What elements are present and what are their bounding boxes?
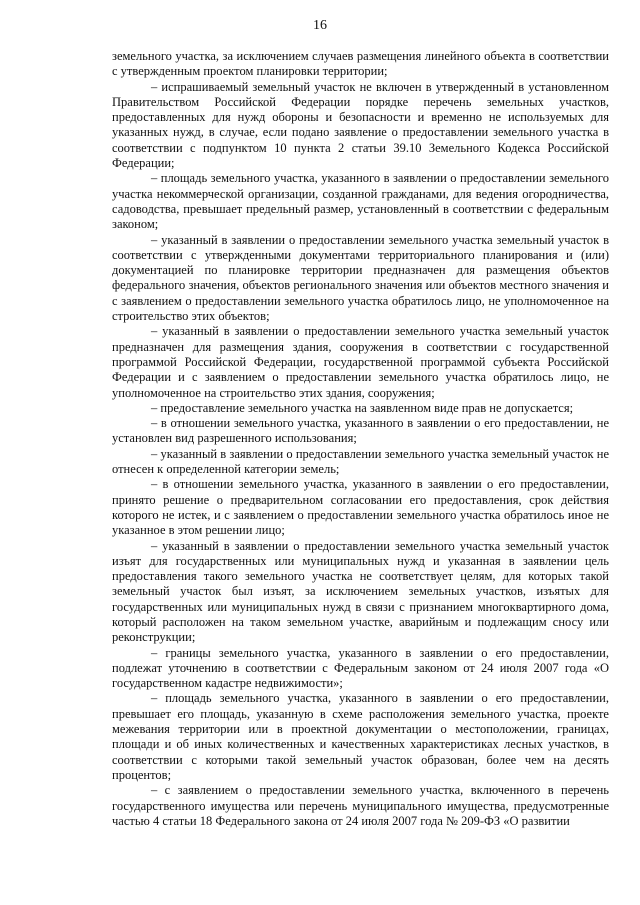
paragraph-rights-type: – предоставление земельного участка на заявленном виде прав не допускается; [151,400,574,415]
paragraph-state-program: – указанный в заявлении о предоставлении земельного участка земельный участок предназначен для размещения здания, сооружения в соответствии с государственной программой Российской Федерации, государственной программой субъекта Российской Федерации и с заявлением о предоставлении земельного участка обратилось лицо, не уполномоченное на строительство этих здания, сооружения; [112,324,609,400]
paragraph-excluded-parcel-list: – испрашиваемый земельный участок не включен в утвержденный в установленном Правительством Российской Федерации порядке перечень земельных участков, предоставленных для нужд обороны и безопасности и временно не используемых для указанных нужд, в случае, если подано заявление о предоставлении земельного участка в соответствии с подпунктом 10 пункта 2 статьи 39.10 Земельного Кодекса Российской Федерации; [112,79,609,171]
paragraph-boundaries: – границы земельного участка, указанного в заявлении о его предоставлении, подлежат уточнению в соответствии с Федеральным законом от 24 июля 2007 года «О государственном кадастре недвижимости»; [112,645,609,691]
page-number: 16 [313,18,327,33]
paragraph-permitted-use: – в отношении земельного участка, указанного в заявлении о его предоставлении, не установлен вид разрешенного использования; [112,416,609,446]
paragraph-property-list: – с заявлением о предоставлении земельного участка, включенного в перечень государственного имущества или перечень муниципального имущества, предусмотренные частью 4 статьи 18 Федерального закона от 24 июля 2007 года № 209-ФЗ «О развитии [112,783,609,828]
paragraph-area-excess: – площадь земельного участка, указанного в заявлении о его предоставлении, превышает его площадь, указанную в схеме расположения земельного участка, проекте межевания территории или в проектной документации о местоположении, границах, площади и об иных количественных и качественных характеристиках лесных участков, в соответствии с которыми такой земельный участок образован, более чем на десять процентов; [112,691,609,782]
paragraph-area-limit: – площадь земельного участка, указанного в заявлении о предоставлении земельного участка некоммерческой организации, созданной гражданами, для ведения огородничества, садоводства, превышает предельный размер, установленный в соответствии с федеральным законом; [112,171,609,232]
paragraph-preliminary-approval: – в отношении земельного участка, указанного в заявлении о его предоставлении, принято решение о предварительном согласовании его предоставления, срок действия которого не истек, и с заявлением о предоставлении земельного участка обратилось иное не указанное в этом решении лицо; [112,477,609,538]
paragraph-federal-objects: – указанный в заявлении о предоставлении земельного участка земельный участок в соответствии с утвержденными документами территориального планирования и (или) документацией по планировке территории предназначен для размещения объектов федерального значения, объектов регионального значения или объектов местного значения и с заявлением о предоставлении земельного участка обратилось лицо, не уполномоченное на строительство этих объектов; [112,232,609,324]
paragraph-continuation: земельного участка, за исключением случаев размещения линейного объекта в соответствии с утвержденным проектом планировки территории; [112,49,609,79]
paragraph-land-category: – указанный в заявлении о предоставлении земельного участка земельный участок не отнесен к определенной категории земель; [112,446,609,477]
paragraph-seized-parcel: – указанный в заявлении о предоставлении земельного участка земельный участок изъят для государственных или муниципальных нужд и указанная в заявлении цель предоставления такого земельного участка не соответствует целям, для которых такой земельный участок был изъят, за исключением земельных участков, изъятых для государственных или муниципальных нужд в связи с признанием многоквартирного дома, который расположен на таком земельном участке, аварийным и подлежащим сносу или реконструкции; [112,538,609,645]
document-body [112,49,609,829]
